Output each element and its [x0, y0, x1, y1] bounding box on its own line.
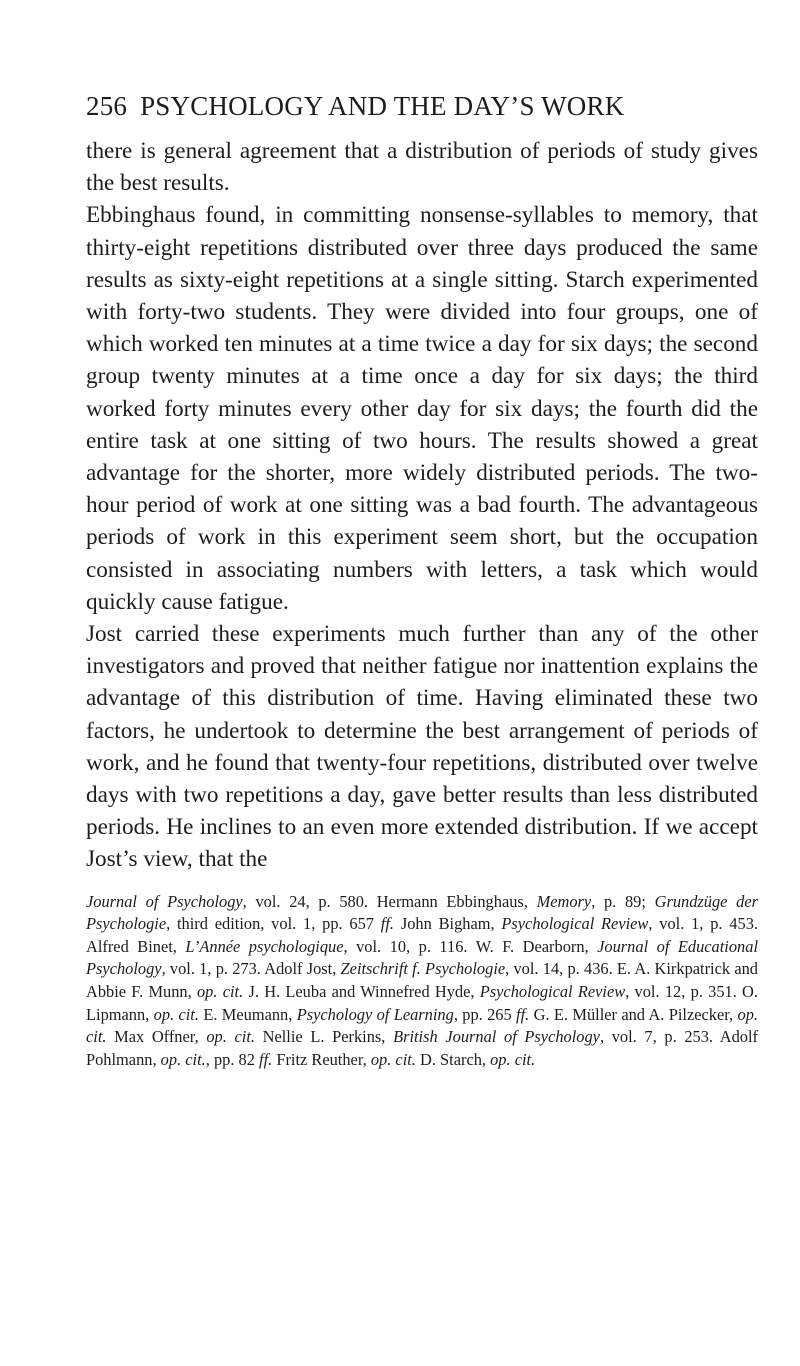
- page-number: 256: [86, 91, 128, 121]
- footnote-segment: Journal of Educational Psychology: [86, 936, 758, 979]
- footnote-segment: op. cit.: [370, 1049, 416, 1069]
- footnote-segment: Psychological Review: [501, 914, 649, 934]
- footnote-segment: Nellie L. Perkins,: [254, 1027, 394, 1047]
- footnote-segment: op. cit.: [160, 1049, 206, 1069]
- footnote-segment: Fritz Reuther,: [272, 1049, 371, 1069]
- body-text: [86, 135, 758, 876]
- footnote-segment: , vol. 1, p. 453. Alfred Binet,: [86, 914, 758, 956]
- footnote-segment: Memory: [536, 891, 592, 911]
- footnote-segment: , p. 89;: [591, 891, 655, 911]
- footnote-segment: Psychology of Learning: [296, 1004, 454, 1024]
- footnotes: [86, 891, 758, 1072]
- footnote-segment: , vol. 7, p. 253. Adolf Pohlmann,: [86, 1027, 759, 1069]
- footnote-segment: , pp. 82: [205, 1049, 260, 1069]
- footnote-segment: ff.: [259, 1049, 273, 1069]
- footnote-segment: , pp. 265: [453, 1004, 517, 1024]
- footnote-text: [86, 891, 758, 1072]
- footnote-segment: op. cit.: [490, 1049, 536, 1069]
- footnote-segment: op. cit.: [196, 982, 244, 1002]
- footnote-segment: , vol. 24, p. 580. Hermann Ebbinghaus,: [242, 891, 537, 911]
- footnote-segment: op. cit.: [206, 1027, 255, 1047]
- paragraph-jost: Jost carried these experiments much further than any of the other investigators and proved that neither fatigue nor inattention explains the advantage of this distribution of time. Having eliminated these two factors, he undertook to determine the best arrangement of periods of work, and he found that twenty-four repetitions, distributed over twelve days with two repetitions a day, gave better results than less distributed periods. He inclines to an even more extended distribution. If we accept Jost’s view, that the: [86, 621, 758, 873]
- footnote-segment: , vol. 12, p. 351. O. Lipmann,: [86, 982, 758, 1024]
- footnote-segment: Max Offner,: [106, 1027, 207, 1047]
- footnote-segment: L’Année psychologique: [185, 936, 344, 956]
- footnote-segment: , vol. 10, p. 116. W. F. Dearborn,: [343, 936, 598, 956]
- footnote-segment: British Journal of Psychology: [393, 1027, 600, 1047]
- footnote-segment: ff.: [380, 914, 395, 934]
- footnote-segment: , vol. 1, p. 273. Adolf Jost,: [161, 959, 341, 979]
- running-head: [86, 90, 758, 122]
- book-page: [86, 90, 758, 1071]
- footnote-segment: ff.: [516, 1004, 530, 1024]
- footnote-segment: , third edition, vol. 1, pp. 657: [166, 914, 381, 934]
- footnote-segment: John Bigham,: [394, 914, 502, 934]
- footnote-segment: G. E. Müller and A. Pilzecker,: [529, 1004, 738, 1024]
- footnote-segment: op. cit.: [86, 1004, 758, 1047]
- footnote-segment: op. cit.: [153, 1004, 199, 1024]
- paragraph-continuation: there is general agreement that a distribution of periods of study gives the best results.: [86, 138, 758, 197]
- footnote-segment: J. H. Leuba and Winnefred Hyde,: [243, 982, 480, 1002]
- footnote-segment: , vol. 14, p. 436. E. A. Kirkpatrick and Abbie F. Munn,: [86, 959, 758, 1002]
- footnote-segment: Journal of Psychology: [86, 891, 243, 911]
- footnote-segment: E. Meumann,: [198, 1004, 297, 1024]
- footnote-segment: Zeitschrift f. Psychologie: [340, 959, 506, 979]
- paragraph-ebbinghaus-starch: Ebbinghaus found, in committing nonsense-syllables to memory, that thirty-eight repetitions distributed over three days produced the same results as sixty-eight repetitions at a single sitting. Starch experimented with forty-two students. They were divided into four groups, one of which worked ten minutes at a time twice a day for six days; the second group twenty minutes at a time once a day for six days; the third worked forty minutes every other day for six days; the fourth did the entire task at one sitting of two hours. The results showed a great advantage for the shorter, more widely distributed periods. The two-hour period of work at one sitting was a bad fourth. The advantageous periods of work in this experiment seem short, but the occupation consisted in associating numbers with letters, a task which would quickly cause fatigue.: [86, 202, 758, 615]
- footnote-segment: D. Starch,: [415, 1049, 491, 1069]
- running-title: PSYCHOLOGY AND THE DAY’S WORK: [140, 91, 625, 121]
- footnote-segment: Psychological Review: [479, 982, 626, 1002]
- footnote-segment: Grundzüge der Psychologie: [86, 891, 758, 934]
